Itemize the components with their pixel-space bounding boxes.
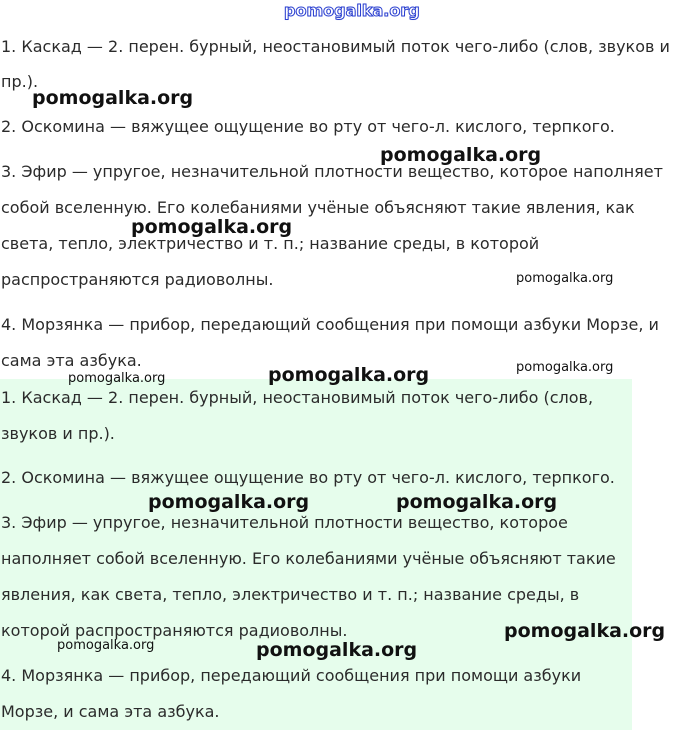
text-line: 4. Морзянка — прибор, передающий сообщения при помощи азбуки Морзе, и [1,315,659,334]
watermark: pomogalka.org [396,491,558,513]
text-line: 1. Каскад — 2. перен. бурный, неостановимый поток чего-либо (слов, звуков и [1,37,670,56]
text-line: звуков и пр.). [1,424,115,443]
text-line: явления, как света, тепло, электричество и т. п.; название среды, в [1,585,580,604]
text-line: сама эта азбука. [1,351,142,370]
text-line: собой вселенную. Его колебаниями учёные объясняют такие явления, как [1,198,635,217]
text-line: которой распространяются радиоволны. [1,621,348,640]
text-line: наполняет собой вселенную. Его колебаниями учёные объясняют такие [1,549,616,568]
watermark: pomogalka.org [516,360,614,375]
text-line: света, тепло, электричество и т. п.; название среды, в которой [1,234,540,253]
watermark: pomogalka.org [131,216,293,238]
watermark: pomogalka.org [504,620,666,642]
text-line: 2. Оскомина — вяжущее ощущение во рту от чего-л. кислого, терпкого. [1,468,615,487]
watermark: pomogalka.org [516,271,614,286]
text-line: 3. Эфир — упругое, незначительной плотности вещество, которое наполняет [1,162,663,181]
text-line: Морзе, и сама эта азбука. [1,702,220,721]
watermark: pomogalka.org [32,87,194,109]
text-line: 4. Морзянка — прибор, передающий сообщения при помощи азбуки [1,666,582,685]
text-line: 3. Эфир — упругое, незначительной плотности вещество, которое [1,513,568,532]
watermark: pomogalka.org [268,364,430,386]
watermark: pomogalka.org [380,144,542,166]
text-line: 1. Каскад — 2. перен. бурный, неостановимый поток чего-либо (слов, [1,388,594,407]
text-line: пр.). [1,72,39,91]
watermark: pomogalka.org [57,638,155,653]
text-line: распространяются радиоволны. [1,270,274,289]
text-line: 2. Оскомина — вяжущее ощущение во рту от чего-л. кислого, терпкого. [1,117,615,136]
watermark: pomogalka.org [68,371,166,386]
watermark-top: pomogalka.org [284,1,420,20]
watermark: pomogalka.org [148,491,310,513]
watermark: pomogalka.org [256,639,418,661]
